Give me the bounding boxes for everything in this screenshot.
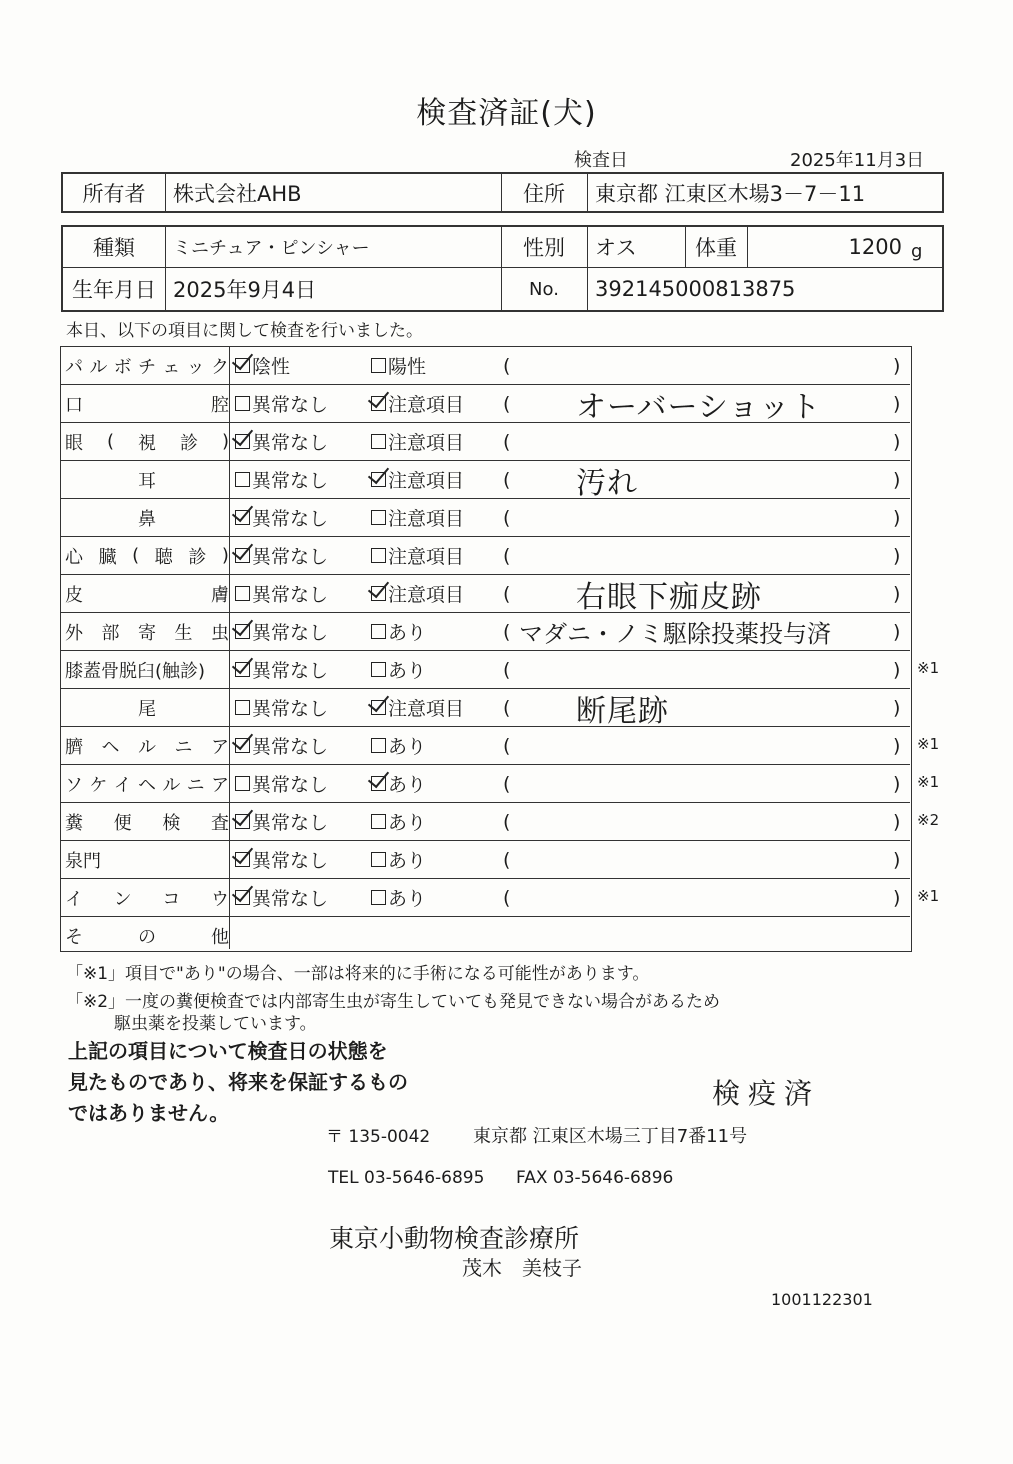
note-open-paren: ( [503,544,511,567]
checklist-option[interactable] [235,841,328,878]
checklist-row-label: 臍 ヘ ル ニ ア [65,736,229,758]
checklist-option-label: 注意項目 [388,432,465,454]
checklist-option[interactable] [235,803,328,840]
checklist-option[interactable] [235,727,328,764]
checklist-row-label: 心 臓 ( 聴 診 ) [65,545,229,568]
checklist-option-label: あり [388,736,427,758]
note-close-paren: ) [893,582,901,605]
checklist-option-label: 異常なし [252,546,329,568]
owner-value: 株式会社AHB [173,181,302,206]
note-open-paren: ( [503,468,511,491]
inspection-date-label: 検査日 [574,150,628,171]
checklist-option[interactable] [235,613,328,650]
document-id: 1001122301 [771,1290,873,1309]
checklist-option[interactable] [371,385,464,422]
footnote-marker: ※1 [917,735,940,753]
note-close-paren: ) [893,354,901,377]
postal-code: 〒 135-0042 [326,1127,431,1147]
checked-checkbox[interactable] [235,662,250,677]
checked-checkbox[interactable] [371,776,386,791]
clinic-fax: FAX 03-5646-6896 [516,1168,674,1188]
checklist-option-label: 異常なし [252,736,329,758]
breed-label: 種類 [93,236,135,260]
note-open-paren: ( [503,772,511,795]
inspection-checklist [60,346,912,952]
checklist-option[interactable] [235,423,328,460]
checklist-row [61,727,910,765]
checklist-row-label: 鼻 [138,508,156,530]
checklist-option-label: 注意項目 [388,546,465,568]
checked-checkbox[interactable] [371,586,386,601]
footnote-marker: ※1 [917,659,940,677]
checkbox[interactable] [371,814,386,829]
checklist-option-label: あり [388,774,427,796]
checklist-row [61,461,910,499]
checklist-row [61,765,910,803]
checklist-row-label: 糞 便 検 査 [65,812,229,834]
checked-checkbox[interactable] [235,624,250,639]
checklist-option[interactable] [371,499,464,536]
intro-text: 本日、以下の項目に関して検査を行いました。 [66,321,423,341]
note-open-paren: ( [503,886,511,909]
address-label: 住所 [523,181,565,206]
breed-value: ミニチュア・ピンシャー [173,238,370,259]
sex-value: オス [595,236,637,260]
note-open-paren: ( [503,392,511,415]
checklist-option[interactable] [235,461,328,498]
checklist-row [61,841,910,879]
checked-checkbox[interactable] [235,434,250,449]
note-open-paren: ( [503,810,511,833]
checklist-option[interactable] [235,879,328,916]
checklist-option[interactable] [371,461,464,498]
note-open-paren: ( [503,848,511,871]
checklist-option-label: あり [388,812,427,834]
checklist-option[interactable] [371,575,464,612]
checklist-row [61,385,910,423]
sex-label: 性別 [523,236,565,260]
note-open-paren: ( [503,582,511,605]
checklist-row-label: イ ン コ ウ [65,888,229,910]
checked-checkbox[interactable] [371,396,386,411]
checklist-row-label: そ の 他 [65,926,229,948]
checkbox[interactable] [235,586,250,601]
checklist-row [61,537,910,575]
footnote-marker: ※2 [917,811,940,829]
note-close-paren: ) [893,430,901,453]
checklist-row-label: 膝蓋骨脱臼(触診) [65,660,206,682]
checklist-option-label: 異常なし [252,888,329,910]
checklist-option-label: 異常なし [252,812,329,834]
checklist-option[interactable] [235,575,328,612]
footnote-marker: ※1 [917,773,940,791]
checkbox[interactable] [235,776,250,791]
footnote-1: 「※1」項目で"あり"の場合、一部は将来的に手術になる可能性があります。 [66,964,650,984]
checkbox[interactable] [371,738,386,753]
note-close-paren: ) [893,544,901,567]
address-value: 東京都 江東区木場3－7－11 [595,181,866,206]
checklist-row [61,803,910,841]
checklist-option[interactable] [371,841,426,878]
footnote-2-line-1: 「※2」一度の糞便検査では内部寄生虫が寄生していても発見できない場合があるため [66,992,721,1012]
checked-checkbox[interactable] [235,814,250,829]
checklist-option[interactable] [371,651,426,688]
checklist-option-label: 注意項目 [388,698,465,720]
page-title: 検査済証(犬) [416,96,597,131]
checklist-option[interactable] [235,499,328,536]
checkbox[interactable] [371,548,386,563]
checklist-option-label: 異常なし [252,470,329,492]
pet-info-table [61,225,944,312]
checklist-option-label: 注意項目 [388,394,465,416]
checkbox[interactable] [371,434,386,449]
note-close-paren: ) [893,848,901,871]
checklist-option[interactable] [371,537,464,574]
checklist-option[interactable] [235,689,328,726]
checklist-option-label: 異常なし [252,698,329,720]
checklist-row-label: 口 腔 [65,394,229,416]
checklist-row-label: パ ル ボ チ ェ ッ ク [65,356,229,378]
footnote-marker: ※1 [917,887,940,905]
checklist-option-label: 注意項目 [388,470,465,492]
checklist-option[interactable] [371,879,426,916]
weight-value: 1200 [848,235,902,259]
weight-label: 体重 [695,236,737,260]
owner-label: 所有者 [82,181,146,206]
checklist-option-label: 異常なし [252,584,329,606]
checklist-row-label: 尾 [138,698,156,720]
note-open-paren: ( [503,658,511,681]
checked-checkbox[interactable] [235,852,250,867]
checked-checkbox[interactable] [371,700,386,715]
checklist-option[interactable] [235,537,328,574]
checklist-row [61,499,910,537]
checklist-row [61,689,910,727]
dob-label: 生年月日 [72,278,156,302]
checklist-note: オーバーショット [576,389,822,425]
checkbox[interactable] [371,510,386,525]
checklist-option[interactable] [371,423,464,460]
checklist-option[interactable] [371,613,426,650]
statement-line-1: 上記の項目について検査日の状態を [68,1039,388,1063]
checklist-option-label: 陽性 [388,356,427,378]
note-open-paren: ( [503,696,511,719]
checklist-option[interactable] [235,347,290,384]
checklist-option[interactable] [371,347,426,384]
checklist-option-label: 異常なし [252,850,329,872]
checklist-option[interactable] [235,385,328,422]
checklist-row [61,651,910,689]
checkbox[interactable] [371,624,386,639]
checklist-row-label: ソ ケ イ ヘ ル ニ ア [65,774,229,796]
clinic-name: 東京小動物検査診療所 [329,1224,580,1253]
statement-line-2: 見たものであり、将来を保証するもの [68,1070,408,1094]
checklist-option-label: 異常なし [252,774,329,796]
checked-checkbox[interactable] [235,358,250,373]
checklist-option[interactable] [371,689,464,726]
checked-checkbox[interactable] [235,890,250,905]
checklist-row-label: 耳 [138,470,156,492]
checklist-row [61,423,910,461]
checklist-option-label: 異常なし [252,394,329,416]
note-open-paren: ( [503,430,511,453]
checkbox[interactable] [235,700,250,715]
checklist-note: 右眼下痂皮跡 [576,579,762,615]
number-value: 392145000813875 [595,277,796,301]
quarantine-stamp: 検疫済 [712,1077,821,1110]
note-open-paren: ( [503,506,511,529]
note-close-paren: ) [893,658,901,681]
checklist-row-label: 外 部 寄 生 虫 [65,622,229,644]
note-close-paren: ) [893,810,901,833]
checked-checkbox[interactable] [235,738,250,753]
checked-checkbox[interactable] [371,472,386,487]
checklist-option[interactable] [371,803,426,840]
checklist-option-label: 注意項目 [388,584,465,606]
checklist-note: マダニ・ノミ駆除投薬投与済 [519,620,831,648]
checklist-option-label: あり [388,660,427,682]
note-close-paren: ) [893,392,901,415]
checked-checkbox[interactable] [235,548,250,563]
checklist-option-label: 異常なし [252,432,329,454]
checklist-option-label: 注意項目 [388,508,465,530]
dob-value: 2025年9月4日 [173,278,317,302]
footnote-2-line-2: 駆虫薬を投薬しています。 [114,1014,317,1034]
note-close-paren: ) [893,620,901,643]
checklist-row-label: 眼 ( 視 診 ) [65,431,229,454]
checkbox[interactable] [235,472,250,487]
checklist-row [61,575,910,613]
checkbox[interactable] [371,662,386,677]
checkbox[interactable] [235,396,250,411]
statement-line-3: ではありません。 [68,1101,230,1125]
vet-name: 茂木 美枝子 [462,1256,582,1280]
note-close-paren: ) [893,506,901,529]
note-open-paren: ( [503,620,511,643]
checklist-option-label: 異常なし [252,622,329,644]
checklist-row [61,879,910,917]
number-label: No. [529,278,559,300]
checklist-option-label: 異常なし [252,660,329,682]
checklist-option-label: あり [388,622,427,644]
checklist-option-label: あり [388,888,427,910]
note-close-paren: ) [893,734,901,757]
clinic-tel: TEL 03-5646-6895 [328,1168,485,1188]
checklist-row [61,917,910,950]
checklist-row-label: 泉門 [65,850,101,872]
clinic-address: 東京都 江東区木場三丁目7番11号 [473,1126,748,1147]
note-close-paren: ) [893,696,901,719]
checklist-note: 汚れ [576,465,638,501]
checkbox[interactable] [371,890,386,905]
checklist-option[interactable] [371,727,426,764]
checkbox[interactable] [371,852,386,867]
checklist-option-label: あり [388,850,427,872]
checklist-option[interactable] [371,765,426,802]
note-open-paren: ( [503,354,511,377]
checklist-note: 断尾跡 [576,693,669,729]
checklist-option-label: 陰性 [252,356,291,378]
checklist-row-label: 皮 膚 [65,584,229,606]
checked-checkbox[interactable] [235,510,250,525]
inspection-date: 2025年11月3日 [790,150,925,171]
note-close-paren: ) [893,886,901,909]
checklist-row [61,613,910,651]
checklist-option-label: 異常なし [252,508,329,530]
weight-unit: g [911,240,923,262]
checklist-row [61,347,910,385]
owner-table [61,172,944,213]
checklist-option[interactable] [235,765,328,802]
note-open-paren: ( [503,734,511,757]
checkbox[interactable] [371,358,386,373]
note-close-paren: ) [893,772,901,795]
note-close-paren: ) [893,468,901,491]
checklist-option[interactable] [235,651,328,688]
